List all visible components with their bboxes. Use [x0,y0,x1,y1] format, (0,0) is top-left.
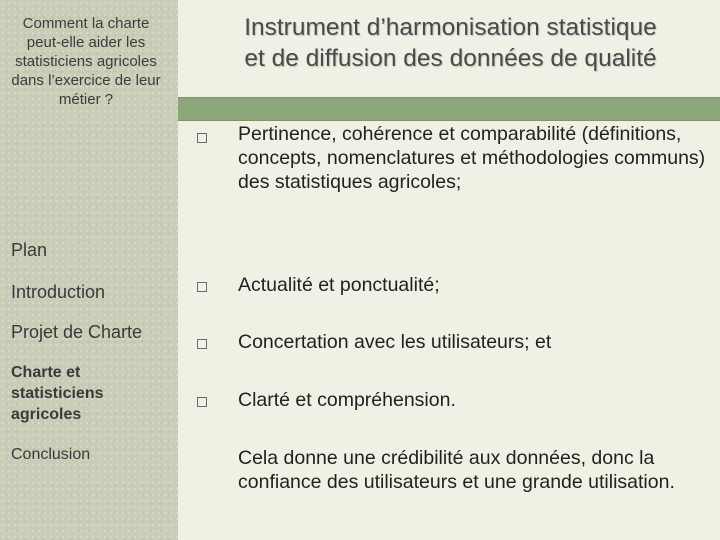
sidebar [0,0,178,540]
bullet-item: Concertation avec les utilisateurs; et [238,331,552,353]
bullet-square-icon [197,397,207,407]
nav-item-introduction[interactable]: Introduction [11,282,106,302]
bullet-item: Pertinence, cohérence et comparabilité (définitions, concepts, nomenclatures et méthodologies communs) des statistiques agricoles; [238,123,706,193]
plan-label: Plan [11,240,48,260]
nav-item-conclusion[interactable]: Conclusion [11,446,91,463]
slide-title [188,12,713,74]
bullet-item: Actualité et ponctualité; [238,274,440,296]
bullet-square-icon [197,133,207,143]
closing-statement: Cela donne une crédibilité aux données, donc la confiance des utilisateurs et une grande utilisation. [238,447,675,493]
nav-item-projet-de-charte[interactable]: Projet de Charte [11,322,143,342]
bullet-square-icon [197,339,207,349]
slide-content [178,0,720,540]
header-accent-bar [178,97,720,121]
slide-title-line-2: et de diffusion des données de qualité [244,45,657,72]
slide-title-line-1: Instrument d’harmonisation statistique [244,14,657,41]
bullet-item: Clarté et compréhension. [238,389,456,411]
bullet-square-icon [197,282,207,292]
sidebar-question: Comment la charte peut-elle aider les statisticiens agricoles dans l’exercice de leur métier ? [11,15,161,108]
nav-item-charte-et-statisticiens[interactable]: Charte et statisticiens agricoles [11,364,104,423]
